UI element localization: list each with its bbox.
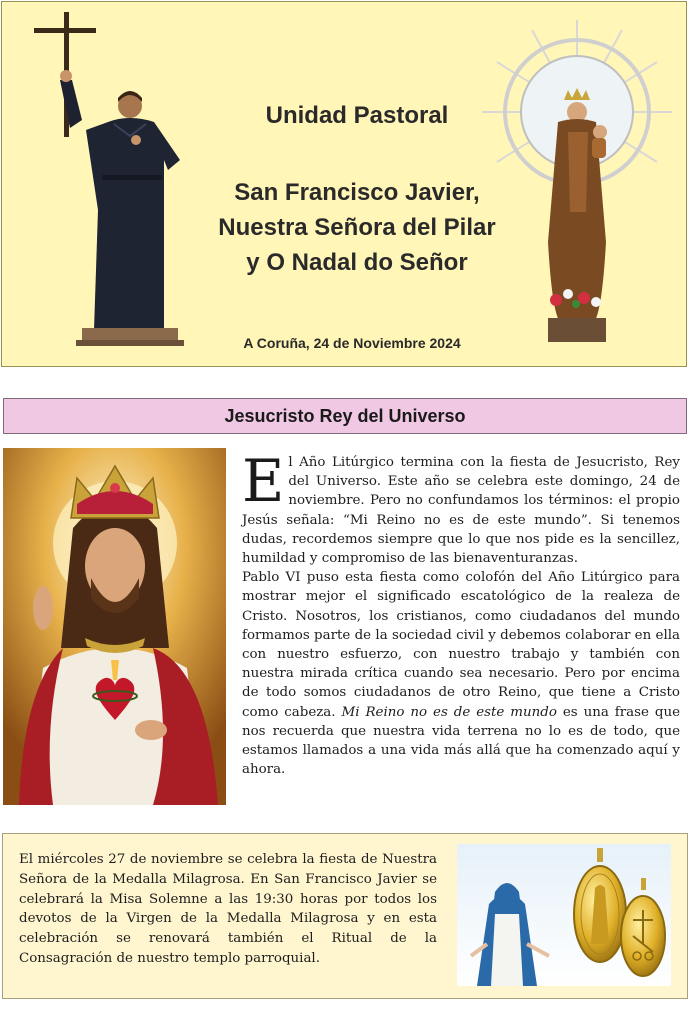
bulletin-date: A Coruña, 24 de Noviembre 2024	[243, 335, 461, 351]
article-quote: Mi Reino no es de este mundo	[341, 704, 557, 720]
miraculous-medal-image	[457, 844, 671, 986]
article-paragraph-1	[242, 447, 680, 568]
header-banner	[1, 1, 687, 367]
parish-name-2: Nuestra Señora del Pilar	[218, 214, 496, 241]
medalla-milagrosa-notice	[2, 833, 688, 999]
parish-name-3: y O Nadal do Señor	[246, 249, 468, 276]
parish-name-1: San Francisco Javier,	[234, 179, 480, 206]
drop-cap: E	[242, 447, 285, 515]
notice-text: El miércoles 27 de noviembre se celebra la fiesta de Nuestra Señora de la Medalla Milagrosa. En San Francisco Javier se celebrará la Misa Solemne a las 19:30 horas por todos los devotos de la Virgen de la Medalla Milagrosa y en esta celebración se renovará también el Ritual de la Consagración de nuestro templo parroquial.	[19, 852, 437, 966]
parish-names	[197, 175, 517, 280]
header-title: Unidad Pastoral	[265, 102, 449, 129]
article-paragraph-2	[242, 568, 680, 779]
christ-the-king-image	[3, 448, 226, 805]
article-paragraph-2-text: Pablo VI puso esta fiesta como colofón del Año Litúrgico para mostrar mejor el significado escatológico de la realeza de Cristo. Nosotros, los cristianos, como ciudadanos del mundo formamos parte de la sociedad civil y debemos colaborar en ella con nuestro esfuerzo, con nuestro trabajo y también con nuestra mirada crítica cuando sea necesario. Pero por encima de todo somos ciudadanos de otro Reino, que tiene a Cristo como cabeza.	[242, 570, 680, 720]
virgen-del-pilar-statue	[472, 12, 682, 347]
article-paragraph-1-text: l Año Litúrgico termina con la fiesta de Jesucristo, Rey del Universo. Este año se celebra este domingo, 24 de noviembre. Pero no confundamos los términos: el propio Jesús señala: “Mi Reino no es de este mundo”. Si tenemos dudas, recordemos siempre que lo que nos pide es la sencillez, humildad y compromiso de las bienaventuranzas.	[242, 455, 680, 567]
section-heading: Jesucristo Rey del Universo	[224, 406, 466, 426]
section-heading-band	[3, 398, 687, 434]
saint-francis-xavier-statue	[30, 10, 190, 350]
article-body	[242, 447, 681, 779]
article-paragraph-2-ending: es una frase que nos recuerda que nuestra vida terrena no lo es de todo, que estamos llamados a una vida más allá que ha comenzado aquí y ahora.	[242, 704, 681, 778]
